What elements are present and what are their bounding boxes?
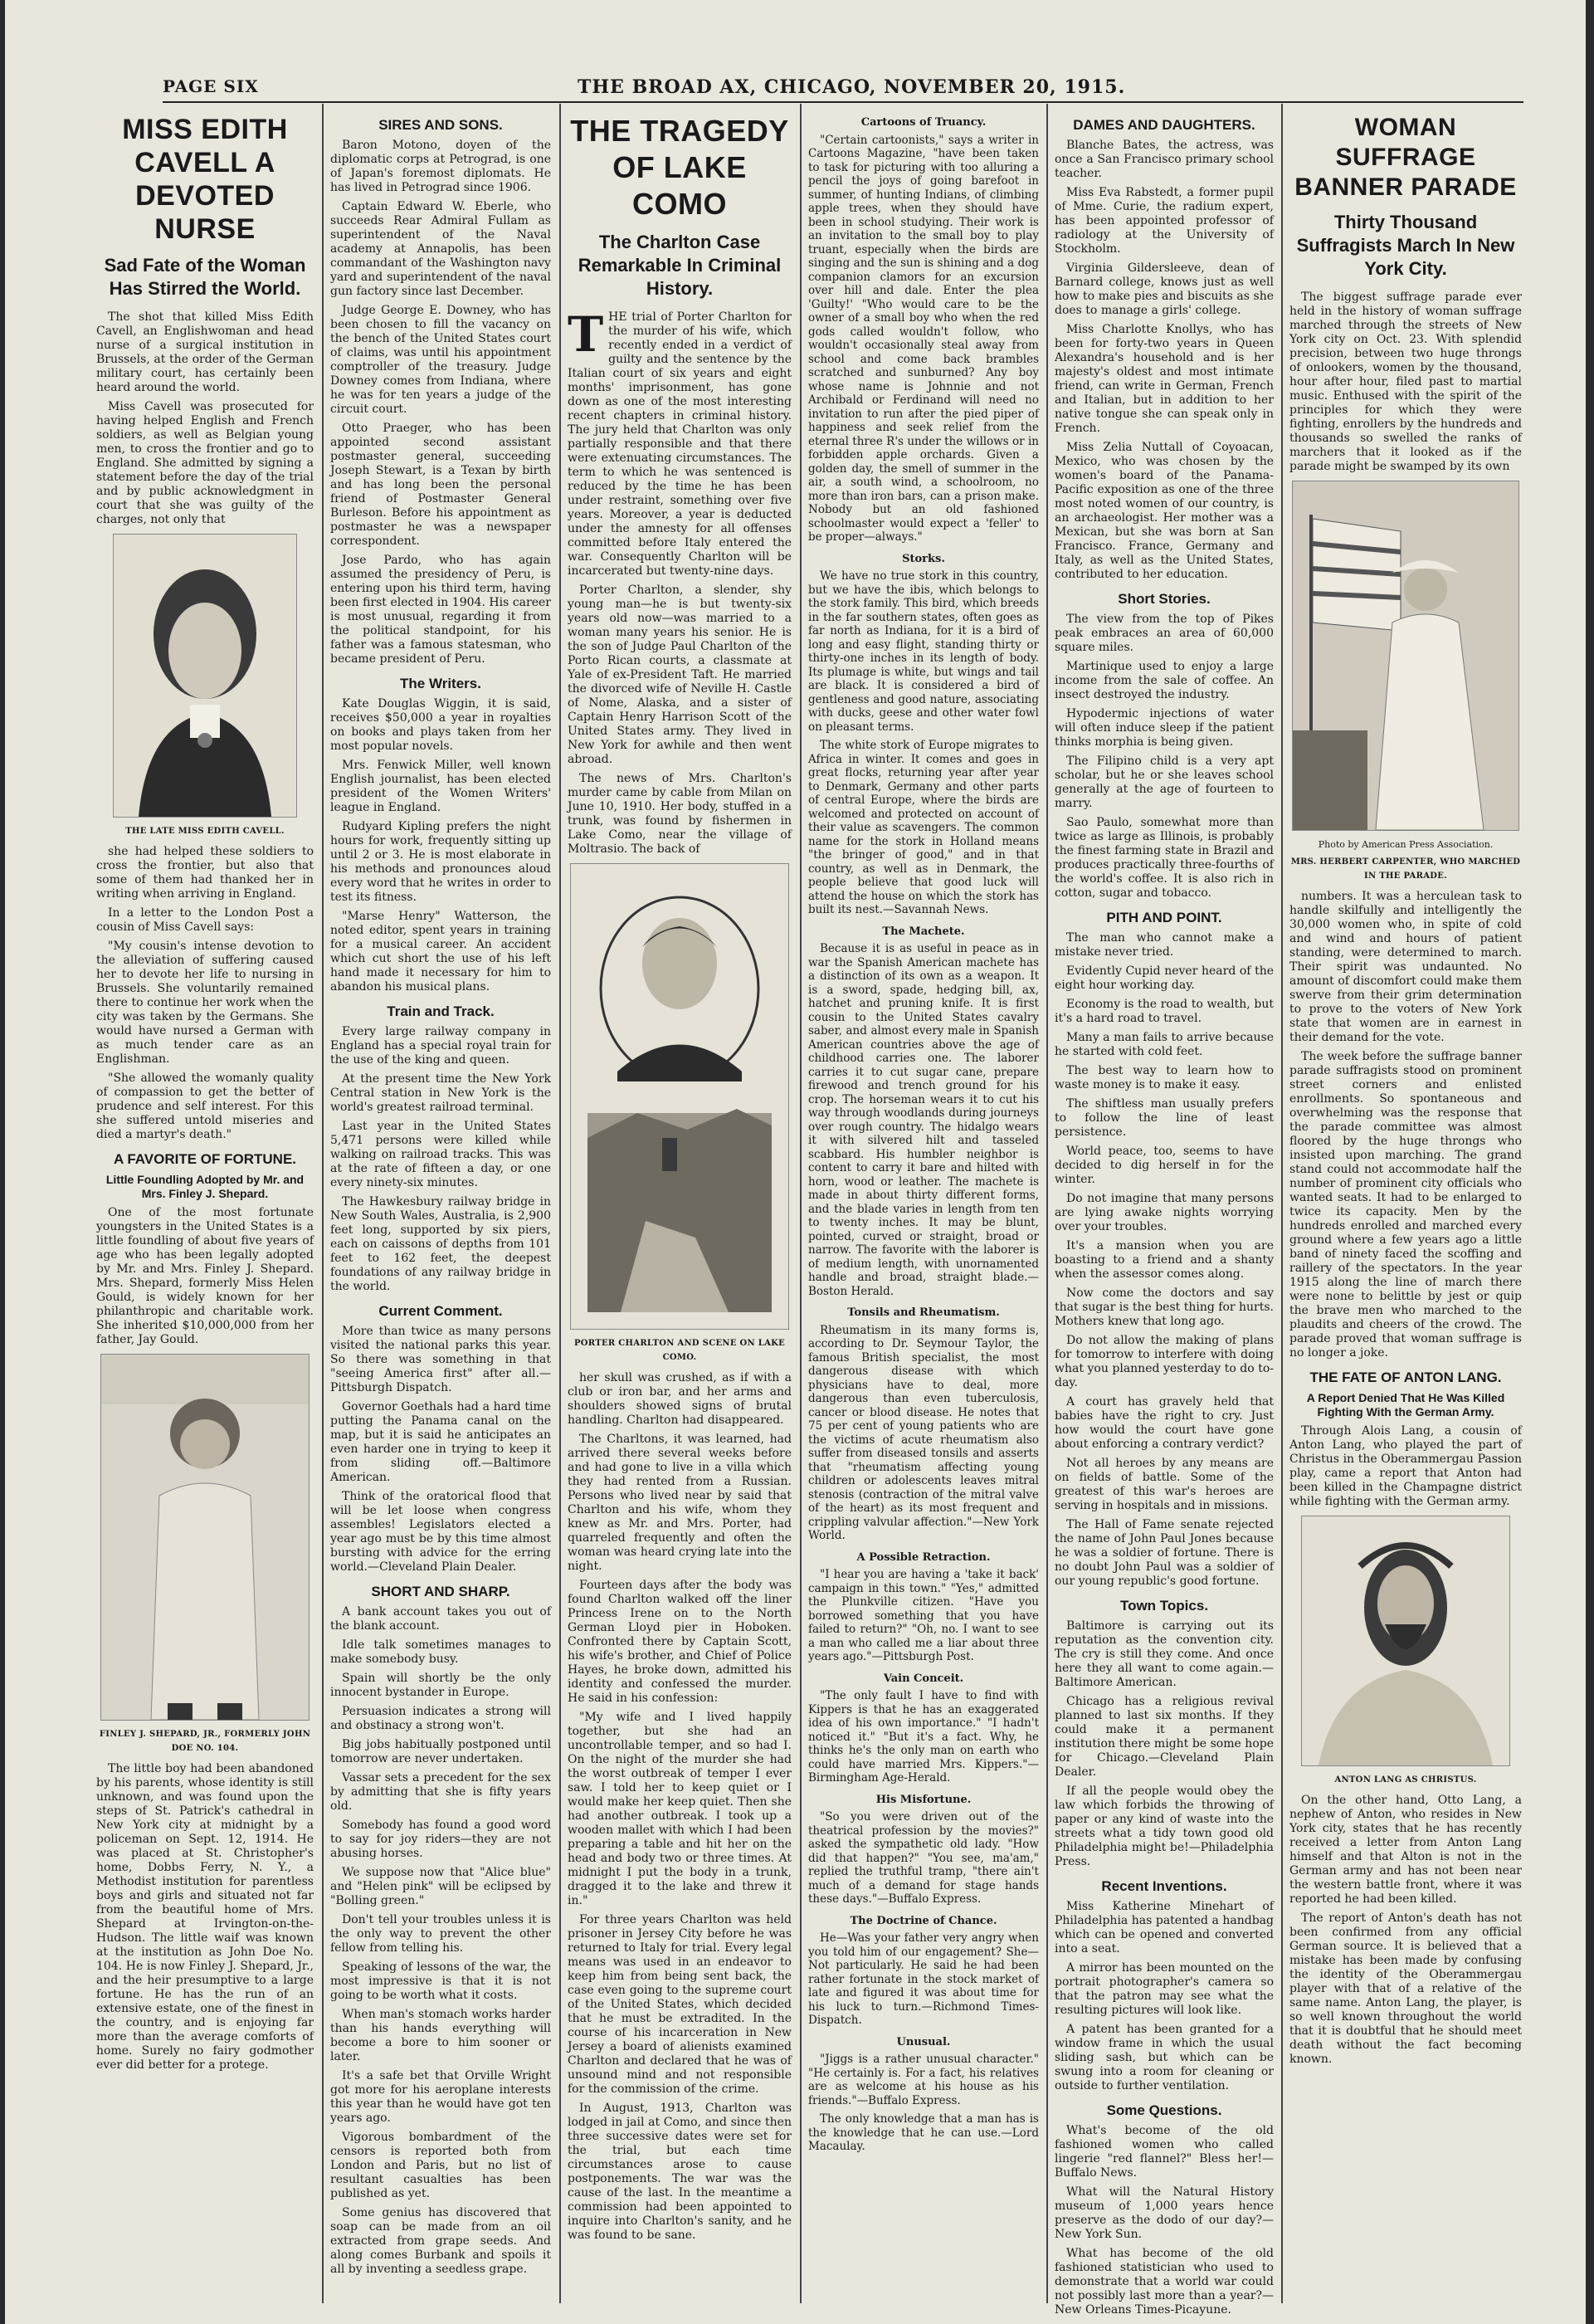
paragraph: Porter Charlton, a slender, shy young man—he is but twenty-six years old now—was married to a woman many years his senior. He is the son of Judge Paul Charlton of the Porto Rican courts, a classmate at Yale of ex-President Taft. He married the divorced wife of Neville H. Castle of Nome, Alaska, and a sister of Captain Henry Harrison Scott of the United States army. They lived in New York for awhile and then went abroad. — [568, 583, 792, 766]
paragraph: The view from the top of Pikes peak embraces an area of 60,000 square miles. — [1055, 613, 1274, 654]
paragraph: Otto Praeger, who has been appointed second assistant postmaster general, succeeding Joseph Stewart, is a Texan by birth and has long been the personal friend of Postmaster General Burleson. Before his appointment as postmaster he was a newspaper correspondent. — [330, 422, 551, 548]
sires-headline: SIRES AND SONS. — [378, 117, 503, 133]
paragraph: Miss Eva Rabstedt, a former pupil of Mme. Curie, the radium expert, has been appointed professor of radiology at the University of Stockholm. — [1055, 186, 1274, 256]
paragraph: Captain Edward W. Eberle, who succeeds Rear Admiral Fullam as superintendent of the Naval academy at Annapolis, has been commandant of the Washington navy yard and superintendent of the naval gun factory since last December. — [330, 200, 551, 298]
paragraph: Baron Motono, doyen of the diplomatic corps at Petrograd, is one of Japan's foremost diplomats. He has lived in Petrograd since 1906. — [330, 139, 551, 194]
town-headline: Town Topics. — [1119, 1598, 1209, 1614]
paragraph: Miss Charlotte Knollys, who has been for forty-two years in Queen Alexandra's household and is her majesty's oldest and most intimate friend, can write in German, French and Italian, but in addition to her native tongue she can speak only in French. — [1055, 323, 1274, 435]
paragraph: One of the most fortunate youngsters in the United States is a little foundling of about five years of age who has been legally adopted by Mr. and Mrs. Finley J. Shepard. Mrs. Shepard, formerly Miss Helen Gould, is widely known for her philanthropic and charitable work. She inherited $10,000,000 from her father, Jay Gould. — [96, 1206, 314, 1346]
paragraph: Rheumatism in its many forms is, according to Dr. Seymour Taylor, the famous British specialist, the most dangerous disease with which physicians have to deal, more dangerous than even tuberculosis, cancer or blood disease. He notes that 75 per cent of young patients who are the victims of acute rheumatism also suffer from diseased tonsils and asserts that "rheumatism affecting young children or adolescents leaves mitral stenosis (contraction of the mitral valve of the heart) as its most frequent and crippling valvular affection."—New York World. — [808, 1323, 1039, 1542]
pith-item: World peace, too, seems to have decided to dig herself in for the winter. — [1055, 1145, 1274, 1186]
short-item: Spain will shortly be the only innocent bystander in Europe. — [330, 1672, 551, 1699]
paragraph: Sao Paulo, somewhat more than twice as large as Illinois, is probably the finest farming state in Brazil and produces practically three-fourths of the world's coffee. It is also rich in cotton, sugar and tobacco. — [1055, 816, 1274, 900]
pith-item: Do not imagine that many persons are lying awake nights worrying over your troubles. — [1055, 1192, 1274, 1233]
pith-item: Evidently Cupid never heard of the eight hour working day. — [1055, 964, 1274, 992]
paragraph: In a letter to the London Post a cousin of Miss Cavell says: — [96, 906, 314, 934]
pith-item: Many a man fails to arrive because he started with cold feet. — [1055, 1031, 1274, 1058]
short-item: Idle talk sometimes manages to make somebody busy. — [330, 1638, 551, 1666]
paragraph: numbers. It was a herculean task to handle skilfully and intelligently the 30,000 women who, in spite of cold and wind and hours of patient standing, were determined to march. Their spirit was undaunted. No amount of discomfort could make them swerve from their grim determination to prove to the voters of New York state that women are in earnest in their demand for the vote. — [1289, 890, 1522, 1044]
column-2 — [330, 108, 551, 2307]
pith-item: The best way to learn how to waste money is to make it easy. — [1055, 1064, 1274, 1091]
short-item: Vigorous bombardment of the censors is reported both from London and Paris, but no list of resultant casualties has been published as yet. — [330, 2131, 551, 2200]
paragraph: Jose Pardo, who has again assumed the presidency of Peru, is entering upon his third term, having been first elected in 1904. His career is most unusual, regarding it from the political standpoint, for his father was a famous statesman, who became president of Peru. — [330, 554, 551, 666]
paragraph: Rudyard Kipling prefers the night hours for work, frequently sitting up until 2 or 3. He is most elaborate in his methods and pronounces aloud every word that he writes in order to test its fitness. — [330, 820, 551, 904]
paragraph: The week before the suffrage banner parade suffragists stood on prominent street corners and enlisted enrollments. So spontaneous and overwhelming was the response that the parade committee was almost floored by the huge throngs who insisted upon marching. The grand stand could not accommodate half the number of prominent city officials who wanted seats. It had to be enlarged to twice its capacity. Men by the hundreds enrolled and marched every ground where a few years ago a little band of ninety faced the scoffing and raillery of the spectators. In the year 1915 along the line of march there were none to belittle by jest or quip the brave men who marched to the plaudits and cheers of the crowd. The parade proved that woman suffrage is no longer a joke. — [1289, 1050, 1522, 1360]
comment-headline: Current Comment. — [378, 1303, 503, 1319]
paragraph: On the other hand, Otto Lang, a nephew of Anton, who resides in New York city, states that he has recently received a letter from Anton Lang himself and that Alton is not in the German army and has not been near the western battle front, where it was reported he had been killed. — [1289, 1794, 1522, 1906]
paragraph: A mirror has been mounted on the portrait photographer's camera so that the patron may see what the resulting pictures will look like. — [1055, 1961, 1274, 2017]
unusual-headline: Unusual. — [896, 2035, 951, 2048]
short-item: Some genius has discovered that soap can be made from an oil extracted from grape seeds. And along comes Burbank and spoils it all by inventing a seedless grape. — [330, 2206, 551, 2276]
lang-headline: THE FATE OF ANTON LANG. — [1309, 1370, 1502, 1385]
paragraph: For three years Charlton was held prisoner in Jersey City before he was returned to Italy for trial. Every legal means was used in an endeavor to keep him from being sent back, the case even going to the supreme court of the United States, which decided that he must be extradited. In the course of his incarceration in New Jersey a board of alienists examined Charlton and declared that he was of unsound mind and not responsible for the commission of the crime. — [568, 1913, 792, 2096]
column-6 — [1289, 108, 1522, 2307]
paragraph: "Certain cartoonists," says a writer in Cartoons Magazine, "have been taken to task for picturing with too alluring a pencil the joys of going barefoot in summer, of hunting Indians, of climbing apple trees, when they should have been in school studying. Their work is an invitation to the small boy to play truant, especially when the birds are singing and the sun is shining and a dog companion clamors for an excursion over hill and dale. Enter the plea 'Guilty!' "Who would care to be the owner of a small boy who when the red gods called wouldn't follow, who wouldn't occasionally steal away from school and come back brambles scratched and sunburned? Any boy whose name is Johnnie and not Archibald or Ferdinand will need no invitation to run after the pied piper of happiness and seek relief from the eternal three R's under the willows or in forbidden apple orchards. Given a golden day, the smell of summer in the air, a south wind, a schoolroom, no more than iron bars, can a prison make. Nobody but an old fashioned schoolmaster would expect a 'feller' to be proper—always." — [808, 133, 1039, 544]
paragraph: Think of the oratorical flood that will be let loose when congress assembles! Legislators elected a year ago must be by this time almost bursting with advice for the erring world.—Cleveland Plain Dealer. — [330, 1490, 551, 1574]
anton-lang-as-christus-photo — [1301, 1516, 1510, 1766]
paragraph: Governor Goethals had a hard time putting the Panama canal on the map, but it is said he anticipates an even harder one in trying to keep it from sliding off.—Baltimore American. — [330, 1400, 551, 1484]
short-item: When man's stomach works harder than his hands everything will become a bore to him sooner or later. — [330, 2008, 551, 2063]
pith-item: Now come the doctors and say that sugar is the best thing for hurts. Mothers knew that long ago. — [1055, 1286, 1275, 1328]
column-rule — [800, 104, 802, 2303]
finley-shepard-portrait — [100, 1354, 310, 1721]
paragraph: The little boy had been abandoned by his parents, whose identity is still unknown, and was found upon the steps of St. Patrick's cathedral in New York city at midnight by a policeman on Sept. 12, 1914. He was placed at St. Christopher's home, Dobbs Ferry, N. Y., a Methodist institution for parentless boys and girls and situated not far from the beautiful home of Mrs. Shepard at Irvington-on-the-Hudson. The little waif was known at the institution as John Doe No. 104. He is now Finley J. Shepard, Jr., and the heir presumptive to a large fortune. He has the run of an extensive estate, one of the finest in the country, and is enjoying far more than the average comforts of home. Surely no fairy godmother ever did better for a protege. — [96, 1762, 314, 2072]
paragraph: HE trial of Porter Charlton for the murder of his wife, which recently ended in a verdict of guilty and the sentence by the Italian court of six years and eight months' imprisonment, has gone down as one of the most interesting recent chapters in criminal history. The jury held that Charlton was only partially responsible and that there were extenuating circumstances. The term to which he was sentenced is reduced by the time he has been under restraint, something over five years. Moreover, a year is deducted under the amnesty for all offenses committed before Italy entered the war. Consequently Charlton will be incarcerated but twenty-nine days. — [568, 310, 792, 578]
paragraph: her skull was crushed, as if with a club or iron bar, and her arms and shoulders showed signs of brutal handling. Charlton had disappeared. — [568, 1371, 792, 1427]
short-item: Big jobs habitually postponed until tomorrow are never undertaken. — [330, 1738, 551, 1765]
paragraph: What will the Natural History museum of 1,000 years hence preserve as the dodo of our day?—New York Sun. — [1055, 2185, 1274, 2241]
masthead — [163, 76, 1523, 103]
cavell-caption: THE LATE MISS EDITH CAVELL. — [125, 827, 285, 836]
column-rule — [322, 104, 324, 2303]
paragraph: "So you were driven out of the theatrical profession by the movies?" asked the sympathetic old lady. "How did that happen?" "You see, ma'am," replied the truthful tramp, "there ain't much of a demand for stage hands these days."—Buffalo Express. — [808, 1810, 1039, 1906]
questions-headline: Some Questions. — [1106, 2102, 1222, 2118]
paragraph: At the present time the New York Central station in New York is the world's greatest railroad terminal. — [330, 1072, 551, 1114]
fortune-caption: FINLEY J. SHEPARD, JR., FORMERLY JOHN DOE NO. 104. — [99, 1730, 311, 1753]
inventions-headline: Recent Inventions. — [1101, 1878, 1227, 1894]
writers-headline: The Writers. — [400, 676, 481, 691]
column-3 — [568, 108, 792, 2307]
pith-item: A court has gravely held that babies have the right to cry. Just how would the court have gone about enforcing a contrary verdict? — [1055, 1395, 1274, 1451]
suffrage-deck: Thirty Thousand Suffragists March In New York City. — [1296, 212, 1515, 279]
column-rule — [1046, 104, 1048, 2303]
paragraph: Miss Cavell was prosecuted for having helped English and French soldiers, as well as Belgian young men, to cross the frontier and go to England. She admitted by signing a statement before the day of the trial and by public acknowledgment in court that she was guilty of the charges, not only that — [96, 400, 314, 526]
paragraph: What has become of the old fashioned statistician who used to demonstrate that a world war could not possibly last more than a year?—New Orleans Times-Picayune. — [1055, 2247, 1274, 2317]
paragraph: Blanche Bates, the actress, was once a San Francisco primary school teacher. — [1055, 139, 1274, 180]
paragraph: "She allowed the womanly quality of compassion to get the better of prudence and self interest. For this she suffered untold miseries and died a martyr's death." — [96, 1072, 314, 1141]
truancy-headline: Cartoons of Truancy. — [860, 116, 987, 129]
pith-item: Not all heroes by any means are on fields of battle. Some of the greatest of this war's heroes are serving in hospitals and in missions. — [1055, 1457, 1274, 1512]
pith-item: The shiftless man usually prefers to follow the line of least persistence. — [1055, 1097, 1274, 1139]
chance-headline: The Doctrine of Chance. — [850, 1914, 997, 1927]
vain-headline: Vain Conceit. — [883, 1672, 964, 1685]
retraction-headline: A Possible Retraction. — [856, 1550, 991, 1564]
paragraph: The biggest suffrage parade ever held in the history of woman suffrage marched through the streets of New York city on Oct. 23. With splendid precision, between two huge throngs of onlookers, women by the thousand, hour after hour, filed past to martial music. Enthused with the spirit of the principles for which they were fighting, enrollers by the hundreds and thousands so swelled the ranks of marchers that it looked as if the parade might be swamped by its own — [1289, 290, 1522, 473]
paragraph: He—Was your father very angry when you told him of our engagement? She—Not particularly. He said he had been rather fortunate in the stock market of late and figured it was about time for his luck to turn.—Richmond Times-Dispatch. — [808, 1931, 1039, 2027]
page-number: PAGE SIX — [163, 76, 259, 96]
column-4 — [808, 108, 1039, 2307]
paragraph: The Charltons, it was learned, had arrived there several weeks before and had gone to live in a villa which they had rented from a Russian. Persons who lived near by said that Charlton and his wife, whom they knew as Mr. and Mrs. Porter, had quarreled frequently and often the woman was heard crying late into the night. — [568, 1433, 792, 1573]
paragraph: Miss Zelia Nuttall of Coyoacan, Mexico, who was chosen by the women's board of the Panama-Pacific exposition as one of the three most noted women of our country, is an archaeologist. Her mother was a Mexican, but she was born at San Francisco. France, Germany and Italy, as well as the United States, contributed to her education. — [1055, 441, 1274, 581]
train-headline: Train and Track. — [387, 1003, 495, 1019]
cavell-headline: MISS EDITH CAVELL A DEVOTED NURSE — [122, 114, 288, 245]
paragraph: "My wife and I lived happily together, but she had an uncontrollable temper, and so had I. On the night of the murder she had the worst outbreak of temper I ever saw. I told her to keep quiet or I would make her keep quiet. Then she had another outbreak. I took up a wooden mallet with which I had been preparing a table and hit her on the head and body two or three times. At midnight I put the body in a trunk, dragged it to the lake and threw it in." — [568, 1711, 792, 1907]
paragraph: Mrs. Fenwick Miller, well known English journalist, has been elected president of the Women Writers' league in England. — [330, 759, 551, 814]
pith-item: Economy is the road to wealth, but it's a hard road to travel. — [1055, 998, 1274, 1025]
suffrage-caption: MRS. HERBERT CARPENTER, WHO MARCHED IN THE PARADE. — [1290, 857, 1521, 881]
paragraph: If all the people would obey the law which forbids the throwing of paper or any kind of waste into the streets what a tidy town good old Philadelphia might be!—Philadelphia Press. — [1055, 1784, 1274, 1868]
short-item: Vassar sets a precedent for the sex by admitting that she is fifty years old. — [330, 1771, 551, 1813]
paragraph: Miss Katherine Minehart of Philadelphia has patented a handbag which can be opened and converted into a seat. — [1055, 1900, 1274, 1955]
paragraph: The Hawkesbury railway bridge in New South Wales, Australia, is 2,900 feet long, supported by six piers, each on caissons of depths from 101 feet to 162 feet, the deepest foundations of any railway bridge in the world. — [330, 1195, 551, 1293]
paragraph: The white stork of Europe migrates to Africa in winter. It comes and goes in great flocks, returning year after year to Denmark, Germany and other parts of central Europe, where the birds are welcomed and protected on account of their value as scavengers. The common name for the stork in Holland means "the bringer of good," and in that country, as well as in Denmark, the people believe that good luck will attend the house on which the stork has built its nest.—Savannah News. — [808, 739, 1039, 916]
como-deck: The Charlton Case Remarkable In Criminal History. — [578, 232, 782, 299]
machete-headline: The Machete. — [882, 925, 965, 938]
short-item: It's a safe bet that Orville Wright got more for his aeroplane interests this year than he would have got ten years ago. — [330, 2069, 551, 2125]
fortune-headline: A FAVORITE OF FORTUNE. — [113, 1151, 297, 1167]
lang-caption: ANTON LANG AS CHRISTUS. — [1334, 1775, 1477, 1784]
column-5 — [1055, 108, 1275, 2317]
dames-headline: DAMES AND DAUGHTERS. — [1073, 117, 1255, 133]
photo-credit: Photo by American Press Association. — [1318, 839, 1494, 850]
newspaper-page — [5, 0, 1586, 2324]
paragraph: Kate Douglas Wiggin, it is said, receives $50,000 a year in royalties on books and plays taken from her most popular novels. — [330, 697, 551, 753]
paragraph: The shot that killed Miss Edith Cavell, an Englishwoman and head nurse of a surgical institution in Brussels, at the order of the German military court, has certainly been heard around the world. — [96, 310, 314, 394]
paragraph: Baltimore is carrying out its reputation as the convention city. The cry is still they come. And once here they all want to come again.—Baltimore American. — [1055, 1619, 1274, 1689]
como-headline: THE TRAGEDY OF LAKE COMO — [570, 114, 789, 221]
stories-headline: Short Stories. — [1118, 591, 1211, 607]
paragraph: In August, 1913, Charlton was lodged in jail at Como, and since then three successive dates were set for the trial, but each time circumstances arose to cause postponements. The war was the cause of the last. In the meantime a commission had been appointed to inquire into Charlton's sanity, and he was found to be sane. — [568, 2102, 792, 2242]
paragraph: More than twice as many persons visited the national parks this year. So there was something in that "seeing America first" after all.—Pittsburgh Dispatch. — [330, 1325, 551, 1394]
como-caption: PORTER CHARLTON AND SCENE ON LAKE COMO. — [573, 1339, 786, 1362]
paragraph: "The only fault I have to find with Kippers is that he has an exaggerated idea of his own importance." "I hadn't noticed it." "But it's a fact. Why, he thinks he's the only man on earth who could have married Mrs. Kippers."—Birmingham Age-Herald. — [808, 1689, 1039, 1784]
short-item: We suppose now that "Alice blue" and "Helen pink" will be eclipsed by "Bolling green." — [330, 1866, 551, 1907]
paragraph: Hypodermic injections of water will often induce sleep if the patient thinks morphia is being given. — [1055, 707, 1274, 749]
paragraph: The Filipino child is a very apt scholar, but he or she leaves school generally at the age of fourteen to marry. — [1055, 754, 1274, 810]
column-rule — [1281, 104, 1283, 2303]
short-item: Somebody has found a good word to say for joy riders—they are not abusing horses. — [330, 1819, 551, 1860]
paragraph: Through Alois Lang, a cousin of Anton Lang, who played the part of Christus in the Oberammergau Passion play, came a report that Anton had been killed in the Champagne district while fighting with the German army. — [1289, 1424, 1522, 1508]
column-rule — [559, 104, 561, 2303]
paragraph: Chicago has a religious revival planned to last six months. If they could make it a permanent institution there might be some hope for Chicago.—Cleveland Plain Dealer. — [1055, 1695, 1274, 1779]
paragraph: "Jiggs is a rather unusual character." "He certainly is. For a fact, his relatives are as welcome at his house as his friends."—Buffalo Express. — [808, 2053, 1039, 2107]
paragraph: The news of Mrs. Charlton's murder came by cable from Milan on June 10, 1910. Her body, stuffed in a trunk, was found by fishermen in Lake Como, near the village of Moltrasio. The back of — [568, 772, 792, 856]
cavell-deck: Sad Fate of the Woman Has Stirred the World. — [104, 255, 306, 299]
short-item: Persuasion indicates a strong will and obstinacy a strong won't. — [330, 1705, 551, 1732]
lang-deck: A Report Denied That He Was Killed Fighting With the German Army. — [1306, 1391, 1505, 1418]
paragraph: Because it is as useful in peace as in war the Spanish American machete has a distinction of its own as a weapon. It is a sword, spade, hedging bill, ax, hatchet and pruning knife. It is first cousin to the United States cavalry saber, and almost every male in Spanish American countries above the age of childhood carries one. The laborer carries it to cut sugar cane, prepare firewood and trench ground for his crop. The horseman wears it to cut his way through woodlands during journeys over rough country. The hidalgo wears it with silvered hilt and tasseled scabbard. His humbler neighbor is content to carry it bare and hilted with horn, wood or leather. The machete is made in about thirty different forms, and the blade varies in length from ten to twenty inches. It may be blunt, pointed, curved or straight, broad or narrow. The favorite with the laborer is of medium length, with unornamented handle and broad, straight blade.—Boston Herald. — [808, 942, 1039, 1298]
paragraph: We have no true stork in this country, but we have the ibis, which belongs to the stork family. This bird, which breeds in the far southern states, often goes as far north as Indiana, for it is a bird of long and easy flight, standing thirty or thirty-one inches in its length of body. Its plumage is white, but wings and tail are black. It is considered a bird of gentleness and good nature, associating with ducks, geese and other water fowl on pleasant terms. — [808, 569, 1039, 734]
paragraph: Martinique used to enjoy a large income from the sale of coffee. An insect destroyed the industry. — [1055, 660, 1274, 701]
edith-cavell-portrait — [113, 534, 297, 818]
paragraph: Fourteen days after the body was found Charlton walked off the liner Princess Irene on to the North German Lloyd pier in Hoboken. Confronted there by Captain Scott, his wife's brother, and Chief of Police Hayes, he broke down, admitted his identity and confessed the murder. He said in his confession: — [568, 1579, 792, 1705]
paragraph: A patent has been granted for a window frame in which the usual sliding sash, but which can be swung into a room for cleaning or outside to further ventilation. — [1055, 2023, 1274, 2092]
paragraph: "I hear you are having a 'take it back' campaign in this town." "Yes," admitted the Plunkville citizen. "Have you borrowed something that you have failed to return?" "Oh, no. I want to see a man who called me a liar about three years ago."—Pittsburgh Post. — [808, 1568, 1039, 1663]
paragraph: Every large railway company in England has a special royal train for the use of the king and queen. — [330, 1025, 551, 1067]
paragraph: The report of Anton's death has not been confirmed from any official German source. It is believed that a mistake has been made by confusing the identity of the Oberammergau player with that of a relative of the same name. Anton Lang, the player, is so well known throughout the world that it is doubtful that he should meet death without the fact becoming known. — [1289, 1911, 1522, 2066]
paragraph: Last year in the United States 5,471 persons were killed while walking on railroad tracks. This was at the rate of fifteen a day, or one every ninety-six minutes. — [330, 1120, 551, 1189]
paragraph: she had helped these soldiers to cross the frontier, but also that some of them had thanked her in writing when arriving in England. — [96, 845, 314, 901]
paragraph: "My cousin's intense devotion to the alleviation of suffering caused her to devote her life to nursing in Brussels. She voluntarily remained there to continue her work when the city was taken by the Germans. She would have nursed a German with as much tender care as an Englishman. — [96, 940, 314, 1066]
porter-charlton-and-lake-como-illustration — [570, 863, 789, 1330]
storks-headline: Storks. — [902, 552, 945, 565]
paragraph: "Marse Henry" Watterson, the noted editor, spent years in training for a musical career. An accident which cut short the use of his left hand made it necessary for him to abandon his musical plans. — [330, 910, 551, 994]
paragraph: The only knowledge that a man has is the knowledge that he can use.—Lord Macaulay. — [808, 2112, 1039, 2153]
paragraph: What's become of the old fashioned women who called lingerie "red flannel?" Bless her!—Buffalo News. — [1055, 2124, 1274, 2180]
paragraph: Judge George E. Downey, who has been chosen to fill the vacancy on the bench of the United States court of claims, was until his appointment comptroller of the treasury. Judge Downey comes from Indiana, where he was for ten years a judge of the circuit court. — [330, 304, 551, 416]
short-headline: SHORT AND SHARP. — [371, 1584, 510, 1599]
column-1 — [96, 108, 314, 2307]
suffrage-headline: WOMAN SUFFRAGE BANNER PARADE — [1294, 114, 1517, 201]
fortune-deck: Little Foundling Adopted by Mr. and Mrs. Finley J. Shepard. — [105, 1173, 305, 1200]
pith-item: The man who cannot make a mistake never tried. — [1055, 931, 1274, 959]
short-item: A bank account takes you out of the blank account. — [330, 1605, 551, 1633]
newspaper-title: THE BROAD AX, CHICAGO, NOVEMBER 20, 1915. — [578, 76, 1126, 98]
pith-headline: PITH AND POINT. — [1106, 910, 1222, 925]
short-item: Don't tell your troubles unless it is the only way to prevent the other fellow from telling his. — [330, 1913, 551, 1955]
misfortune-headline: His Misfortune. — [875, 1793, 972, 1806]
suffrage-parade-photo — [1292, 481, 1519, 831]
paragraph: Virginia Gildersleeve, dean of Barnard college, knows just as well how to make pies and biscuits as she does to manage a girls' college. — [1055, 261, 1274, 317]
pith-item: The Hall of Fame senate rejected the name of John Paul Jones because he was a soldier of fortune. There is no doubt John Paul was a soldier of our young republic's good fortune. — [1055, 1518, 1274, 1588]
pith-item: Do not allow the making of plans for tomorrow to interfere with doing what you planned yesterday to do to-day. — [1055, 1334, 1274, 1389]
drop-cap: T — [568, 306, 604, 363]
pith-item: It's a mansion when you are boasting to a friend and a shanty when the assessor comes along. — [1055, 1239, 1274, 1281]
short-item: Speaking of lessons of the war, the most impressive is that it is not going to be worth what it costs. — [330, 1960, 551, 2002]
tonsils-headline: Tonsils and Rheumatism. — [847, 1306, 1000, 1319]
